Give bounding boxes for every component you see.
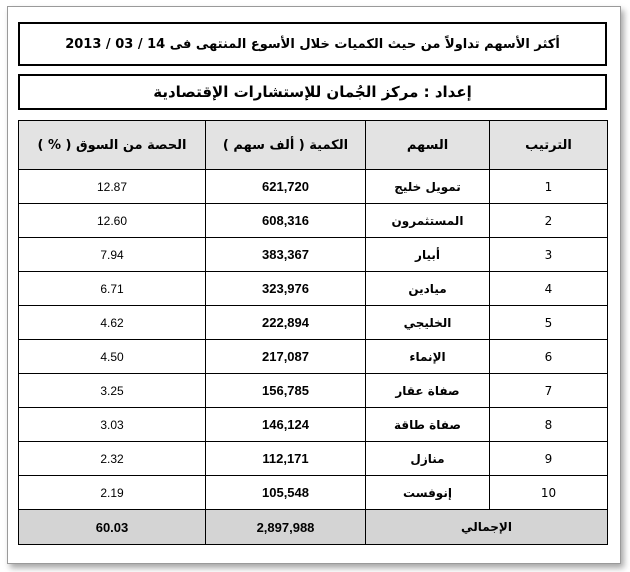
cell-stock: الخليجي [366,306,490,340]
table-row [19,340,608,374]
cell-rank: 2 [490,204,608,238]
cell-quantity: 383,367 [206,238,366,272]
cell-quantity: 217,087 [206,340,366,374]
cell-share: 12.87 [19,170,206,204]
cell-quantity: 146,124 [206,408,366,442]
report-subtitle: إعداد : مركز الجُمان للإستشارات الإقتصادية [18,74,607,110]
cell-quantity: 156,785 [206,374,366,408]
cell-rank: 4 [490,272,608,306]
cell-share: 4.50 [19,340,206,374]
header-rank: الترتيب [490,121,608,170]
cell-stock: صفاة طاقة [366,408,490,442]
cell-rank: 10 [490,476,608,510]
cell-stock: منازل [366,442,490,476]
cell-stock: أبيار [366,238,490,272]
table-header-row [19,121,608,170]
table-total-row [19,510,608,545]
cell-stock: تمويل خليج [366,170,490,204]
table-row [19,476,608,510]
cell-stock: المستثمرون [366,204,490,238]
cell-stock: ميادين [366,272,490,306]
cell-rank: 6 [490,340,608,374]
cell-share: 12.60 [19,204,206,238]
table-row [19,306,608,340]
cell-share: 7.94 [19,238,206,272]
cell-rank: 9 [490,442,608,476]
cell-rank: 8 [490,408,608,442]
cell-quantity: 222,894 [206,306,366,340]
cell-share: 2.19 [19,476,206,510]
cell-share: 4.62 [19,306,206,340]
cell-quantity: 112,171 [206,442,366,476]
header-quantity: الكمية ( ألف سهم ) [206,121,366,170]
table-row [19,442,608,476]
cell-rank: 1 [490,170,608,204]
cell-quantity: 323,976 [206,272,366,306]
report-title: أكثر الأسهم تداولاً من حيث الكميات خلال الأسوع المنتهى فى 14 / 03 / 2013 [18,22,607,66]
cell-stock: إنوفست [366,476,490,510]
cell-rank: 5 [490,306,608,340]
table-row [19,408,608,442]
cell-stock: الإنماء [366,340,490,374]
cell-rank: 3 [490,238,608,272]
cell-rank: 7 [490,374,608,408]
header-stock: السهم [366,121,490,170]
cell-share: 2.32 [19,442,206,476]
header-share: الحصة من السوق ( % ) [19,121,206,170]
total-label: الإجمالي [366,510,608,545]
total-share: 60.03 [19,510,206,545]
table-row [19,170,608,204]
cell-share: 6.71 [19,272,206,306]
cell-quantity: 608,316 [206,204,366,238]
cell-share: 3.03 [19,408,206,442]
table-row [19,272,608,306]
total-quantity: 2,897,988 [206,510,366,545]
cell-stock: صفاة عقار [366,374,490,408]
cell-quantity: 621,720 [206,170,366,204]
cell-quantity: 105,548 [206,476,366,510]
cell-share: 3.25 [19,374,206,408]
most-traded-stocks-table [18,120,608,545]
table-row [19,204,608,238]
table-row [19,238,608,272]
table-row [19,374,608,408]
